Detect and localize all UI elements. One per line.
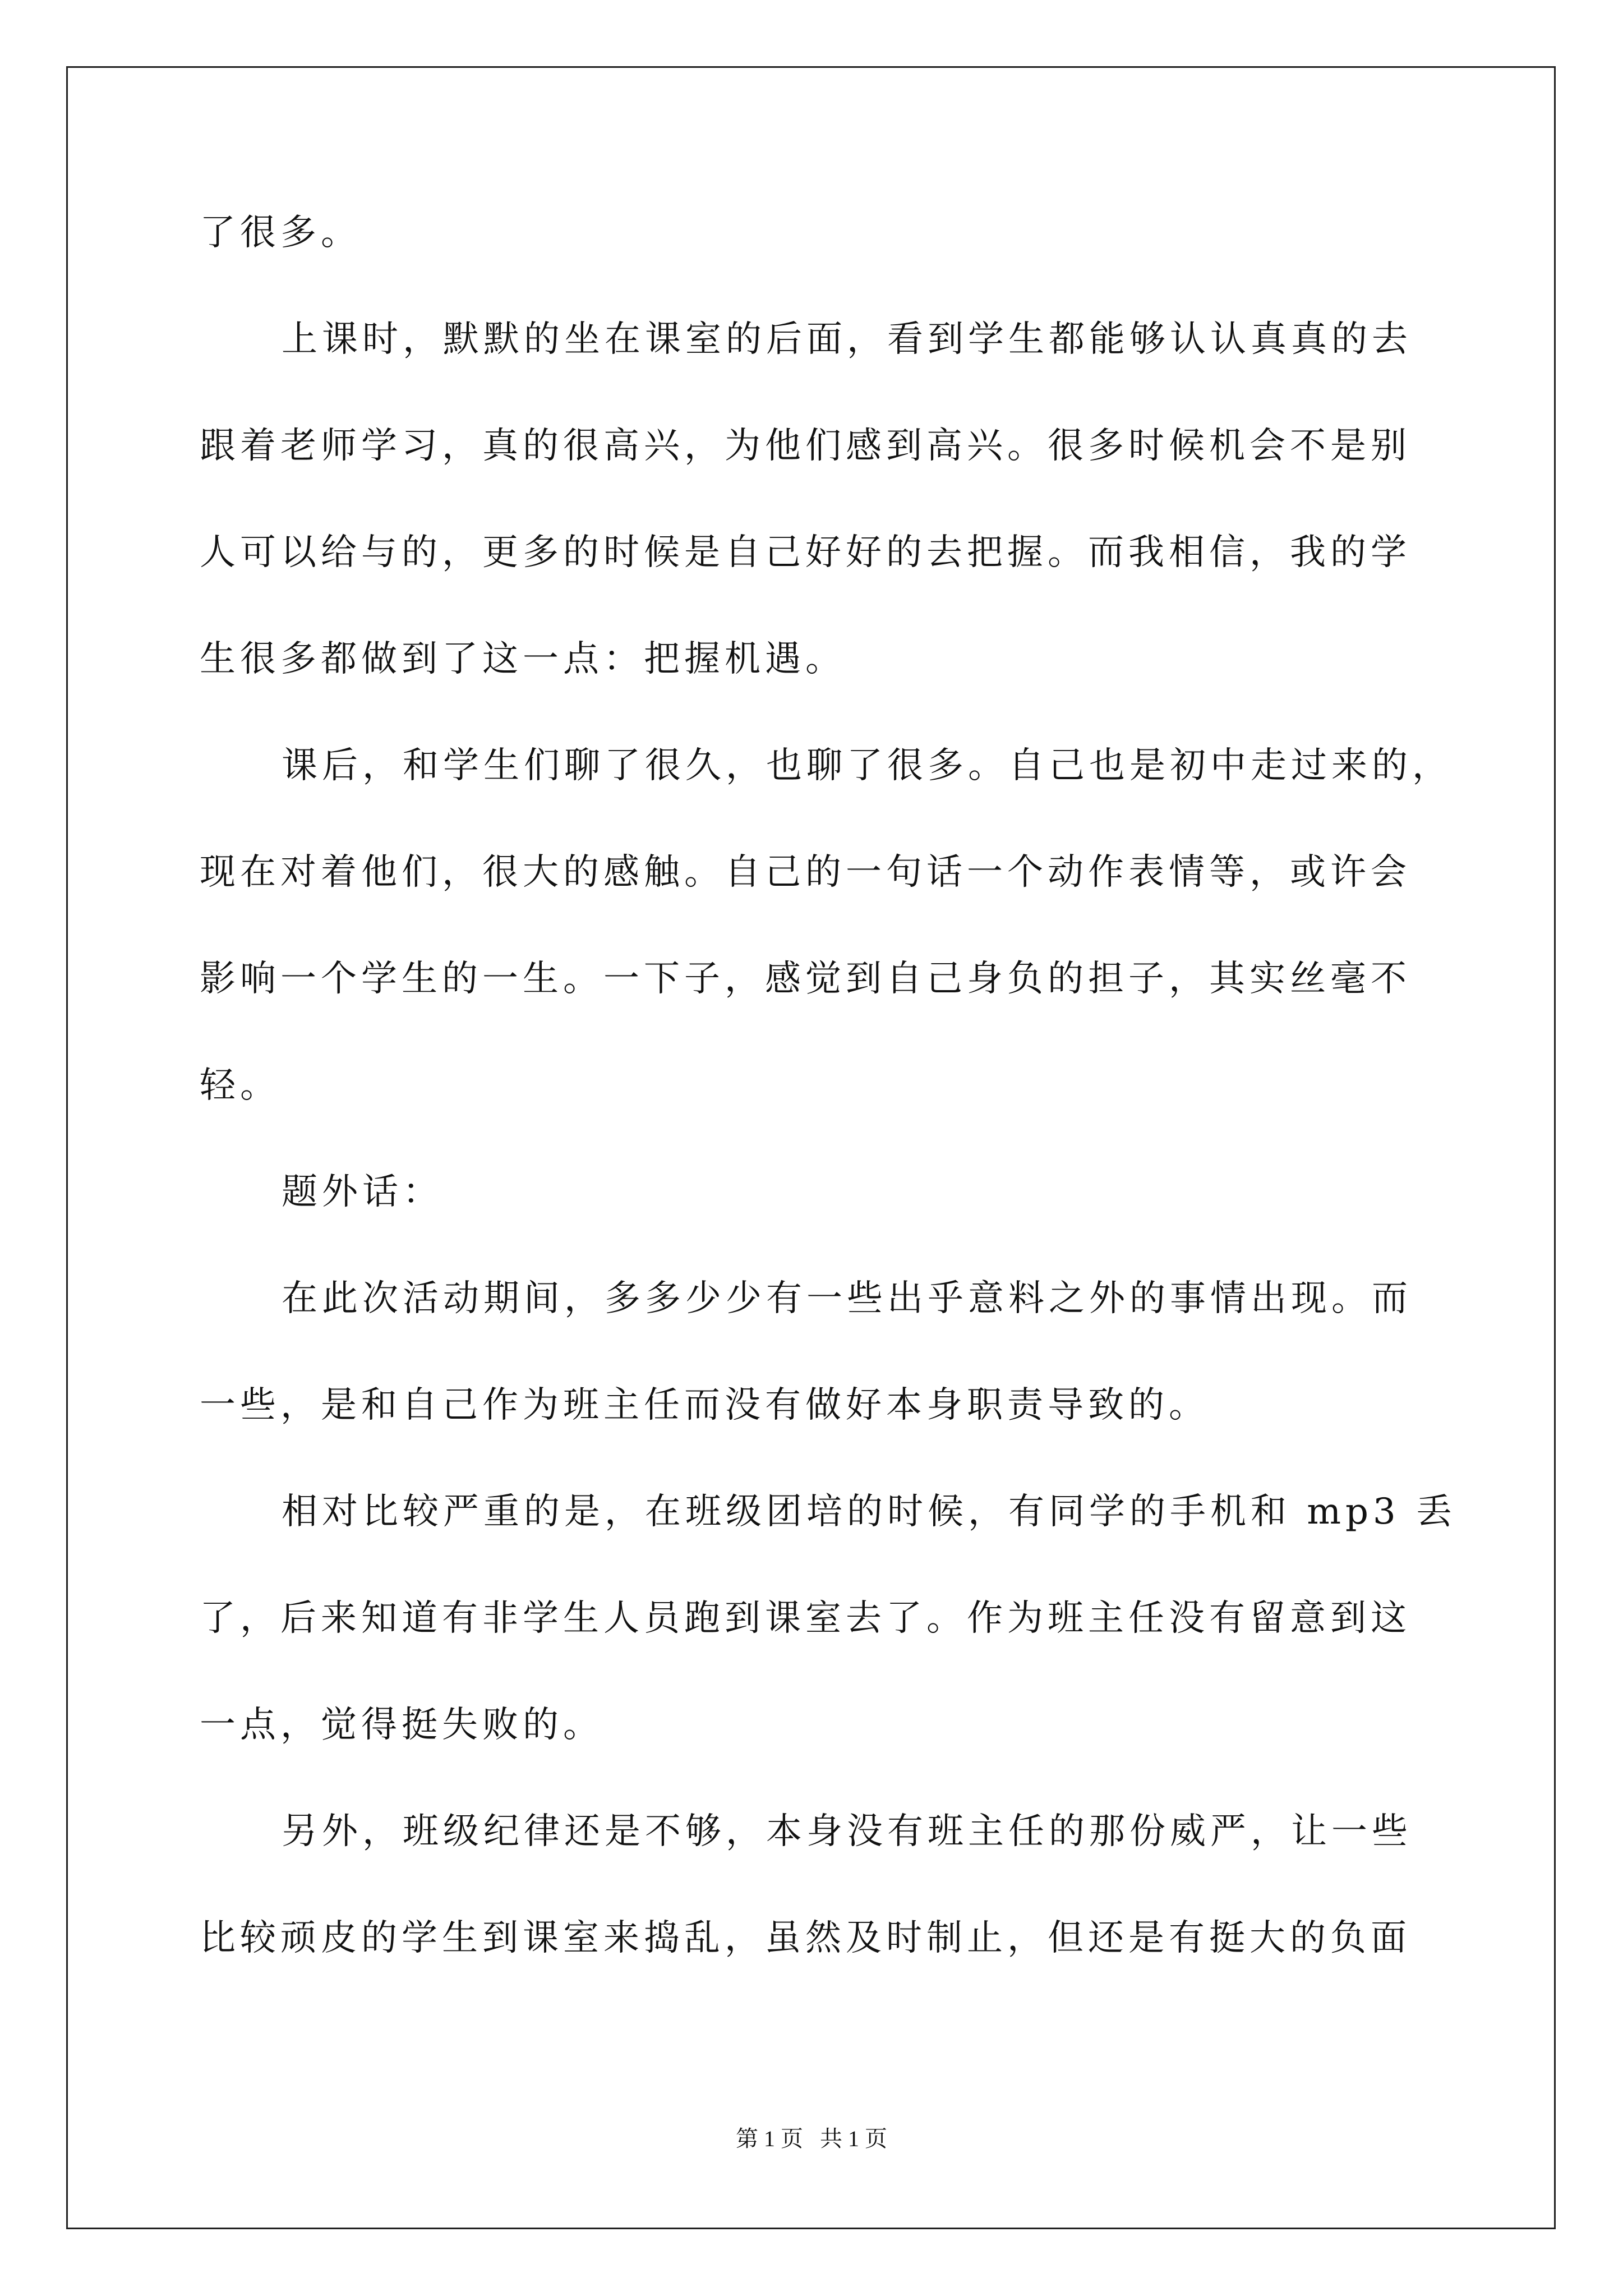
text-line: 影响一个学生的一生。一下子，感觉到自己身负的担子，其实丝毫不 — [200, 958, 1411, 1000]
paragraph-start-line: 在此次活动期间，多多少少有一些出乎意料之外的事情出现。而 — [282, 1278, 1412, 1319]
text-line: 了很多。 — [200, 212, 361, 254]
text-line: 一点，觉得挺失败的。 — [200, 1704, 603, 1746]
text-line: 了，后来知道有非学生人员跑到课室去了。作为班主任没有留意到这 — [200, 1598, 1411, 1639]
text-line: 一些，是和自己作为班主任而没有做好本身职责导致的。 — [200, 1384, 1209, 1426]
text-line: 生很多都做到了这一点：把握机遇。 — [200, 638, 846, 680]
page-number-footer: 第 1 页 共 1 页 — [736, 2126, 887, 2151]
paragraph-start-line: 另外，班级纪律还是不够，本身没有班主任的那份威严，让一些 — [282, 1811, 1412, 1852]
paragraph-start-line: 上课时，默默的坐在课室的后面，看到学生都能够认认真真的去 — [282, 319, 1412, 360]
text-line: 跟着老师学习，真的很高兴，为他们感到高兴。很多时候机会不是别 — [200, 425, 1411, 467]
page-border — [66, 66, 1556, 2229]
paragraph-start-line: 相对比较严重的是，在班级团培的时候，有同学的手机和 mp3 丢 — [282, 1491, 1457, 1533]
paragraph-start-line: 题外话： — [282, 1171, 443, 1213]
paragraph-start-line: 课后，和学生们聊了很久，也聊了很多。自己也是初中走过来的， — [282, 745, 1453, 786]
text-line: 现在对着他们，很大的感触。自己的一句话一个动作表情等，或许会 — [200, 852, 1411, 893]
text-line: 轻。 — [200, 1065, 280, 1106]
text-line: 比较顽皮的学生到课室来捣乱，虽然及时制止，但还是有挺大的负面 — [200, 1917, 1411, 1959]
text-line: 人可以给与的，更多的时候是自己好好的去把握。而我相信，我的学 — [200, 532, 1411, 573]
